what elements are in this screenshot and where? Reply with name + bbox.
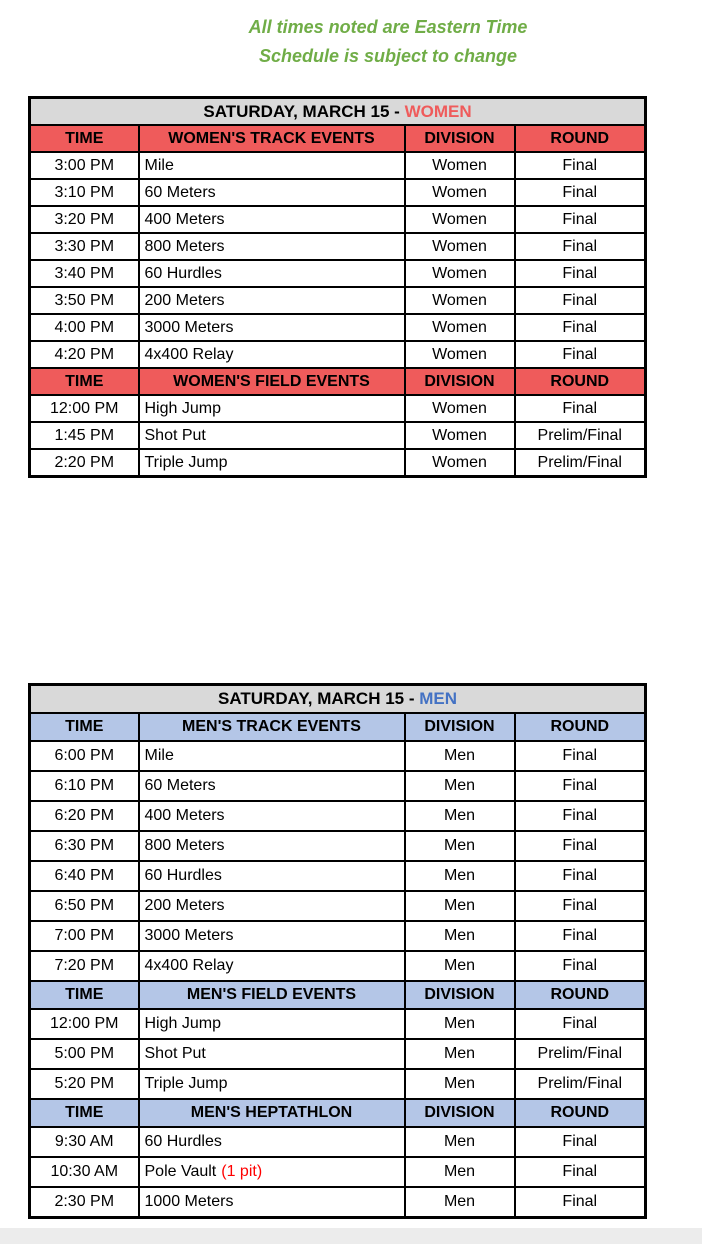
time-cell: 12:00 PM	[30, 395, 139, 422]
table-row	[30, 891, 646, 921]
event-cell: Mile	[139, 152, 405, 179]
column-header-row	[30, 1099, 646, 1127]
table-row	[30, 1187, 646, 1218]
column-header-time: TIME	[30, 981, 139, 1009]
event-cell: 60 Hurdles	[139, 260, 405, 287]
table-row	[30, 1039, 646, 1069]
table-row	[30, 801, 646, 831]
table-row	[30, 395, 646, 422]
time-cell: 3:10 PM	[30, 179, 139, 206]
table-title-row	[30, 98, 646, 126]
time-cell: 6:50 PM	[30, 891, 139, 921]
table-row	[30, 449, 646, 477]
page-bottom-strip	[0, 1228, 702, 1244]
time-cell: 3:20 PM	[30, 206, 139, 233]
table-row	[30, 771, 646, 801]
round-cell: Final	[515, 179, 646, 206]
column-header-division: DIVISION	[405, 368, 515, 395]
women-schedule-table	[28, 96, 647, 478]
event-cell: Shot Put	[139, 422, 405, 449]
event-cell: 60 Hurdles	[139, 861, 405, 891]
round-cell: Final	[515, 771, 646, 801]
round-cell: Final	[515, 341, 646, 368]
round-cell: Final	[515, 395, 646, 422]
division-cell: Men	[405, 1127, 515, 1157]
time-cell: 3:40 PM	[30, 260, 139, 287]
time-cell: 6:20 PM	[30, 801, 139, 831]
men-table-title	[30, 685, 646, 714]
column-header-events: WOMEN'S TRACK EVENTS	[139, 125, 405, 152]
event-label: Pole Vault	[144, 1163, 217, 1180]
event-cell: High Jump	[139, 1009, 405, 1039]
table-row	[30, 1127, 646, 1157]
round-cell: Prelim/Final	[515, 422, 646, 449]
round-cell: Final	[515, 831, 646, 861]
column-header-round: ROUND	[515, 713, 646, 741]
column-header-time: TIME	[30, 125, 139, 152]
time-cell: 4:20 PM	[30, 341, 139, 368]
column-header-time: TIME	[30, 1099, 139, 1127]
column-header-events: WOMEN'S FIELD EVENTS	[139, 368, 405, 395]
table-row	[30, 287, 646, 314]
event-cell: 800 Meters	[139, 831, 405, 861]
time-cell: 6:00 PM	[30, 741, 139, 771]
time-cell: 7:00 PM	[30, 921, 139, 951]
event-cell: 400 Meters	[139, 801, 405, 831]
round-cell: Final	[515, 921, 646, 951]
table-row	[30, 921, 646, 951]
time-cell: 9:30 AM	[30, 1127, 139, 1157]
division-cell: Men	[405, 1069, 515, 1099]
round-cell: Final	[515, 1157, 646, 1187]
title-division-highlight: WOMEN	[404, 101, 472, 121]
column-header-row	[30, 368, 646, 395]
table-row	[30, 179, 646, 206]
table-row	[30, 831, 646, 861]
round-cell: Final	[515, 741, 646, 771]
column-header-division: DIVISION	[405, 713, 515, 741]
time-cell: 7:20 PM	[30, 951, 139, 981]
event-cell: 200 Meters	[139, 891, 405, 921]
event-cell: 4x400 Relay	[139, 341, 405, 368]
table-row	[30, 260, 646, 287]
column-header-division: DIVISION	[405, 125, 515, 152]
table-title-row	[30, 685, 646, 714]
column-header-time: TIME	[30, 713, 139, 741]
round-cell: Final	[515, 951, 646, 981]
column-header-division: DIVISION	[405, 981, 515, 1009]
time-cell: 1:45 PM	[30, 422, 139, 449]
event-cell: 60 Meters	[139, 179, 405, 206]
division-cell: Men	[405, 1039, 515, 1069]
table-row	[30, 741, 646, 771]
division-cell: Men	[405, 861, 515, 891]
division-cell: Women	[405, 449, 515, 477]
column-header-round: ROUND	[515, 1099, 646, 1127]
division-cell: Men	[405, 951, 515, 981]
division-cell: Men	[405, 771, 515, 801]
timezone-notice	[0, 13, 702, 71]
division-cell: Women	[405, 314, 515, 341]
event-cell: 4x400 Relay	[139, 951, 405, 981]
title-division-highlight: MEN	[419, 689, 458, 708]
table-row	[30, 152, 646, 179]
table-row	[30, 1069, 646, 1099]
event-cell: High Jump	[139, 395, 405, 422]
division-cell: Men	[405, 801, 515, 831]
time-cell: 6:10 PM	[30, 771, 139, 801]
column-header-row	[30, 125, 646, 152]
round-cell: Prelim/Final	[515, 1069, 646, 1099]
round-cell: Final	[515, 152, 646, 179]
table-row	[30, 951, 646, 981]
column-header-events: MEN'S HEPTATHLON	[139, 1099, 405, 1127]
table-row	[30, 341, 646, 368]
men-schedule-table	[28, 683, 647, 1219]
round-cell: Final	[515, 891, 646, 921]
round-cell: Final	[515, 206, 646, 233]
round-cell: Final	[515, 314, 646, 341]
division-cell: Women	[405, 152, 515, 179]
time-cell: 6:30 PM	[30, 831, 139, 861]
round-cell: Final	[515, 1009, 646, 1039]
division-cell: Men	[405, 891, 515, 921]
title-date: SATURDAY, MARCH 15 -	[203, 101, 405, 121]
event-cell: 60 Meters	[139, 771, 405, 801]
table-row	[30, 1157, 646, 1187]
event-cell: Mile	[139, 741, 405, 771]
round-cell: Prelim/Final	[515, 1039, 646, 1069]
time-cell: 2:30 PM	[30, 1187, 139, 1218]
round-cell: Final	[515, 1127, 646, 1157]
event-cell: 200 Meters	[139, 287, 405, 314]
time-cell: 6:40 PM	[30, 861, 139, 891]
column-header-events: MEN'S TRACK EVENTS	[139, 713, 405, 741]
division-cell: Women	[405, 260, 515, 287]
round-cell: Final	[515, 287, 646, 314]
notice-line-1: All times noted are Eastern Time	[248, 17, 528, 37]
time-cell: 3:00 PM	[30, 152, 139, 179]
title-date: SATURDAY, MARCH 15 -	[218, 689, 420, 708]
time-cell: 10:30 AM	[30, 1157, 139, 1187]
time-cell: 3:30 PM	[30, 233, 139, 260]
division-cell: Women	[405, 395, 515, 422]
division-cell: Women	[405, 233, 515, 260]
event-cell: 3000 Meters	[139, 921, 405, 951]
round-cell: Prelim/Final	[515, 449, 646, 477]
division-cell: Men	[405, 1187, 515, 1218]
division-cell: Women	[405, 179, 515, 206]
division-cell: Women	[405, 287, 515, 314]
event-cell: 3000 Meters	[139, 314, 405, 341]
round-cell: Final	[515, 260, 646, 287]
column-header-time: TIME	[30, 368, 139, 395]
time-cell: 5:00 PM	[30, 1039, 139, 1069]
event-cell	[139, 1157, 405, 1187]
division-cell: Men	[405, 921, 515, 951]
division-cell: Women	[405, 422, 515, 449]
table-row	[30, 314, 646, 341]
event-cell: 60 Hurdles	[139, 1127, 405, 1157]
column-header-round: ROUND	[515, 368, 646, 395]
time-cell: 5:20 PM	[30, 1069, 139, 1099]
event-cell: Triple Jump	[139, 1069, 405, 1099]
division-cell: Men	[405, 1157, 515, 1187]
table-row	[30, 861, 646, 891]
event-cell: 1000 Meters	[139, 1187, 405, 1218]
division-cell: Women	[405, 206, 515, 233]
time-cell: 2:20 PM	[30, 449, 139, 477]
round-cell: Final	[515, 861, 646, 891]
round-cell: Final	[515, 801, 646, 831]
round-cell: Final	[515, 1187, 646, 1218]
division-cell: Women	[405, 341, 515, 368]
time-cell: 4:00 PM	[30, 314, 139, 341]
table-row	[30, 233, 646, 260]
event-cell: 800 Meters	[139, 233, 405, 260]
column-header-round: ROUND	[515, 125, 646, 152]
women-table-title	[30, 98, 646, 126]
event-cell: Triple Jump	[139, 449, 405, 477]
notice-line-2: Schedule is subject to change	[258, 46, 518, 66]
division-cell: Men	[405, 1009, 515, 1039]
column-header-division: DIVISION	[405, 1099, 515, 1127]
column-header-events: MEN'S FIELD EVENTS	[139, 981, 405, 1009]
column-header-row	[30, 981, 646, 1009]
time-cell: 3:50 PM	[30, 287, 139, 314]
table-row	[30, 206, 646, 233]
round-cell: Final	[515, 233, 646, 260]
division-cell: Men	[405, 831, 515, 861]
table-row	[30, 422, 646, 449]
column-header-round: ROUND	[515, 981, 646, 1009]
column-header-row	[30, 713, 646, 741]
event-cell: Shot Put	[139, 1039, 405, 1069]
table-row	[30, 1009, 646, 1039]
pole-vault-pit-note: (1 pit)	[221, 1163, 263, 1180]
event-cell: 400 Meters	[139, 206, 405, 233]
division-cell: Men	[405, 741, 515, 771]
time-cell: 12:00 PM	[30, 1009, 139, 1039]
